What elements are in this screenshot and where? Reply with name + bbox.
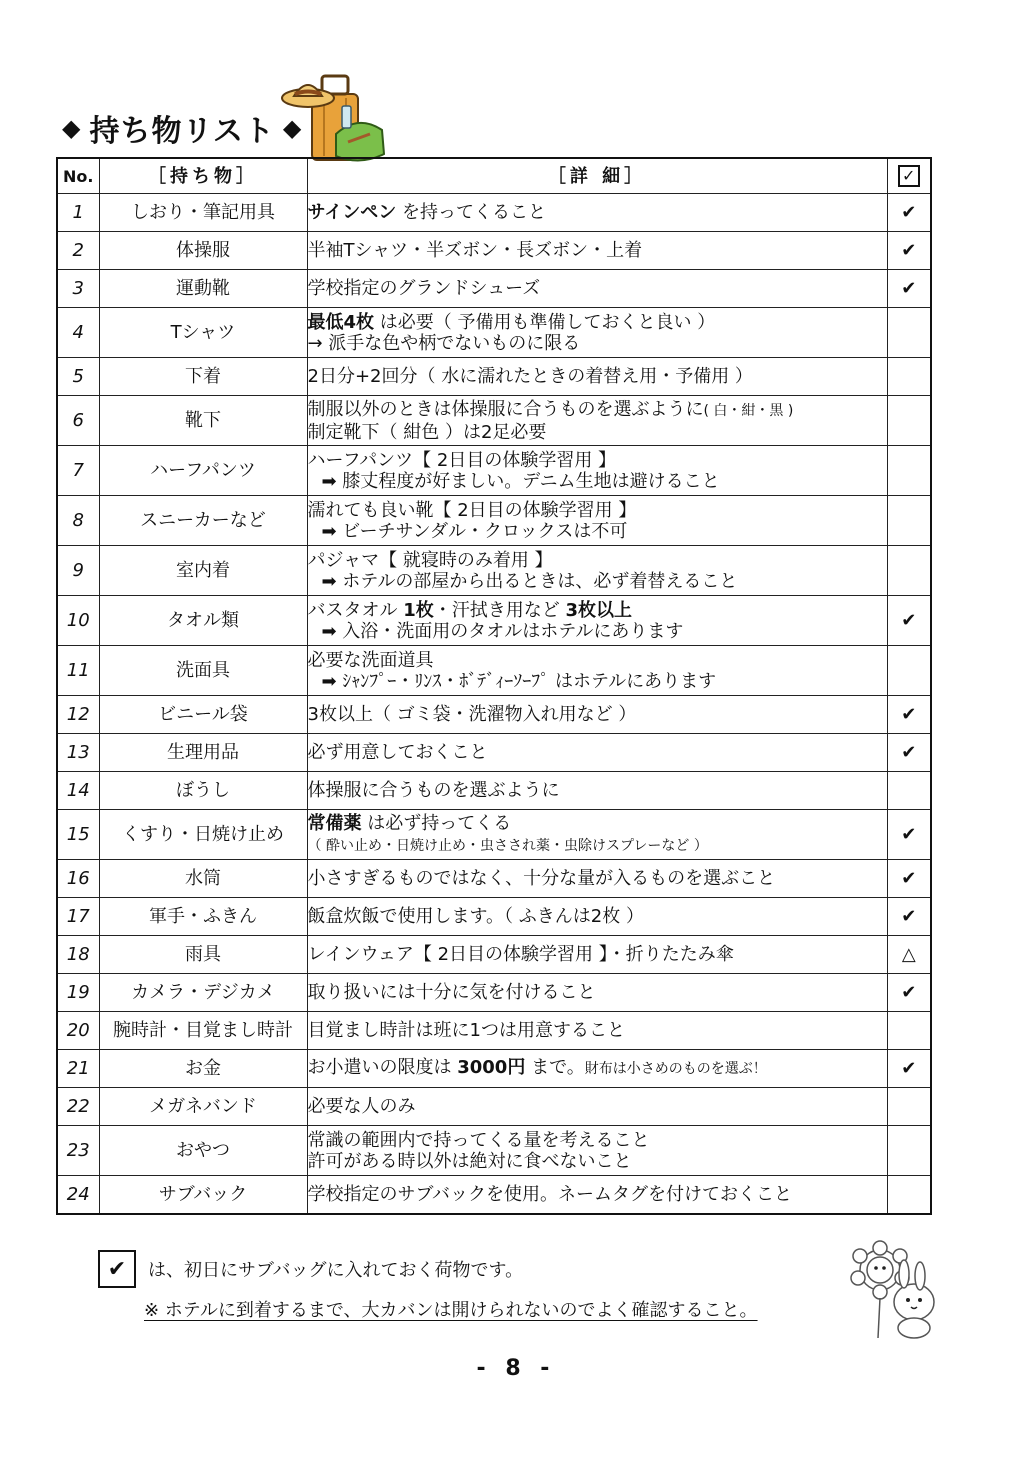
check-mark-icon: ✔ xyxy=(887,194,931,232)
detail-line xyxy=(308,982,887,1003)
check-mark-icon: ✔ xyxy=(887,734,931,772)
detail-text: を持ってくること xyxy=(396,202,546,223)
detail-emphasis: サインペン xyxy=(307,202,397,223)
check-mark-icon xyxy=(887,496,931,546)
header-detail: ［詳 細］ xyxy=(307,158,887,194)
item-detail xyxy=(307,1176,887,1214)
detail-text: バスタオル xyxy=(307,599,404,621)
detail-text: ハーフパンツ【 2日目の体験学習用 】 xyxy=(307,449,617,471)
detail-text: ➡ 入浴・洗面用のタオルはホテルにあります xyxy=(321,620,684,642)
detail-text: 取り扱いには十分に気を付けること xyxy=(307,982,596,1003)
triangle-icon: △ xyxy=(887,936,931,974)
detail-text: 必ず用意しておくこと xyxy=(307,742,488,763)
row-number: 19 xyxy=(57,974,99,1012)
detail-emphasis: 最低4枚 xyxy=(307,311,375,333)
row-number: 16 xyxy=(57,860,99,898)
check-mark-icon xyxy=(887,358,931,396)
check-mark-icon xyxy=(887,1126,931,1176)
check-mark-icon: ✔ xyxy=(887,270,931,308)
item-detail xyxy=(307,734,887,772)
row-number: 3 xyxy=(57,270,99,308)
item-detail xyxy=(307,194,887,232)
detail-text: は必要（ 予備用も準備しておくと良い ） xyxy=(374,311,716,333)
item-detail xyxy=(307,1126,887,1176)
detail-text: まで。 xyxy=(525,1057,585,1078)
belongings-table xyxy=(56,157,932,1215)
item-detail xyxy=(307,1088,887,1126)
item-name: 室内着 xyxy=(99,546,307,596)
table-row xyxy=(57,1176,931,1214)
detail-line xyxy=(308,550,887,571)
item-name: 洗面具 xyxy=(99,646,307,696)
check-mark-icon: ✔ xyxy=(887,696,931,734)
detail-line xyxy=(308,450,887,471)
detail-text: ・汗拭き用など xyxy=(433,599,566,621)
detail-line xyxy=(308,621,887,642)
item-name: メガネバンド xyxy=(99,1088,307,1126)
table-row xyxy=(57,1050,931,1088)
item-detail xyxy=(307,596,887,646)
checkbox-icon: ✓ xyxy=(898,165,920,187)
item-name: ハーフパンツ xyxy=(99,446,307,496)
detail-text: ➡ ビーチサンダル・クロックスは不可 xyxy=(321,520,628,542)
item-name: 腕時計・目覚まし時計 xyxy=(99,1012,307,1050)
detail-line xyxy=(308,366,887,387)
item-detail xyxy=(307,396,887,446)
item-detail xyxy=(307,270,887,308)
detail-text: 小さすぎるものではなく、十分な量が入るものを選ぶこと xyxy=(307,868,776,889)
row-number: 24 xyxy=(57,1176,99,1214)
table-row xyxy=(57,974,931,1012)
item-detail xyxy=(307,974,887,1012)
table-row xyxy=(57,496,931,546)
detail-text: 必要な人のみ xyxy=(307,1096,416,1117)
detail-text: パジャマ【 就寝時のみ着用 】 xyxy=(307,549,553,571)
table-row xyxy=(57,596,931,646)
row-number: 7 xyxy=(57,446,99,496)
detail-text: 2日分+2回分（ 水に濡れたときの着替え用・予備用 ） xyxy=(307,366,753,387)
detail-text: （ 酔い止め・日焼け止め・虫さされ薬・虫除けスプレーなど ） xyxy=(307,837,708,854)
luggage-illustration xyxy=(278,68,390,168)
detail-text: 3枚以上（ ゴミ袋・洗濯物入れ用など ） xyxy=(307,704,637,725)
detail-line xyxy=(308,1184,887,1205)
detail-line xyxy=(308,834,887,857)
check-mark-icon xyxy=(887,446,931,496)
detail-line xyxy=(308,671,887,692)
check-mark-icon xyxy=(887,646,931,696)
item-name: 体操服 xyxy=(99,232,307,270)
table-row xyxy=(57,936,931,974)
item-name: 軍手・ふきん xyxy=(99,898,307,936)
item-name: 靴下 xyxy=(99,396,307,446)
detail-line xyxy=(308,333,887,354)
detail-text: ➡ ホテルの部屋から出るときは、必ず着替えること xyxy=(321,570,738,592)
item-name: 運動靴 xyxy=(99,270,307,308)
item-name: カメラ・デジカメ xyxy=(99,974,307,1012)
item-detail xyxy=(307,308,887,358)
detail-line xyxy=(308,521,887,542)
row-number: 21 xyxy=(57,1050,99,1088)
item-name: 水筒 xyxy=(99,860,307,898)
item-detail xyxy=(307,646,887,696)
table-row xyxy=(57,270,931,308)
header-no: No. xyxy=(57,158,99,194)
detail-text: 常識の範囲内で持ってくる量を考えること xyxy=(307,1129,650,1151)
item-detail xyxy=(307,1050,887,1088)
detail-line xyxy=(308,600,887,621)
note-text: は、初日にサブバッグに入れておく荷物です。 xyxy=(148,1260,524,1281)
check-mark-icon xyxy=(887,1012,931,1050)
item-name: くすり・日焼け止め xyxy=(99,810,307,860)
detail-line xyxy=(308,704,887,725)
table-row xyxy=(57,194,931,232)
table-row xyxy=(57,1126,931,1176)
detail-text: レインウェア【 2日目の体験学習用 】・折りたたみ傘 xyxy=(307,944,734,965)
check-mark-icon: ✔ xyxy=(887,232,931,270)
check-mark-icon xyxy=(887,396,931,446)
check-mark-icon xyxy=(887,1088,931,1126)
detail-line xyxy=(308,399,887,422)
item-name: スニーカーなど xyxy=(99,496,307,546)
detail-line xyxy=(308,422,887,443)
detail-line xyxy=(308,1151,887,1172)
item-detail xyxy=(307,446,887,496)
detail-emphasis: 3000円 xyxy=(457,1057,526,1078)
table-row xyxy=(57,898,931,936)
table-row xyxy=(57,546,931,596)
table-header-row xyxy=(57,158,931,194)
detail-emphasis: 常備薬 xyxy=(307,812,362,834)
detail-line xyxy=(308,650,887,671)
detail-line xyxy=(308,944,887,965)
detail-line xyxy=(308,312,887,333)
sunflower-bunny-illustration xyxy=(838,1240,948,1340)
check-mark-icon: ✔ xyxy=(887,1050,931,1088)
table-row xyxy=(57,1012,931,1050)
detail-text: 学校指定のグランドシューズ xyxy=(307,278,541,299)
table-row xyxy=(57,446,931,496)
table-row xyxy=(57,396,931,446)
detail-line xyxy=(308,868,887,889)
check-mark-icon xyxy=(887,1176,931,1214)
row-number: 2 xyxy=(57,232,99,270)
check-mark-icon: ✔ xyxy=(98,1250,136,1288)
detail-line xyxy=(308,813,887,834)
note-row xyxy=(98,1248,523,1290)
detail-text: 必要な洗面道具 xyxy=(307,649,434,671)
table-row xyxy=(57,646,931,696)
item-name: 雨具 xyxy=(99,936,307,974)
item-name: ビニール袋 xyxy=(99,696,307,734)
detail-emphasis: 1枚 xyxy=(403,599,434,621)
item-detail xyxy=(307,232,887,270)
row-number: 18 xyxy=(57,936,99,974)
row-number: 11 xyxy=(57,646,99,696)
table-row xyxy=(57,772,931,810)
detail-text: 濡れても良い靴【 2日目の体験学習用 】 xyxy=(307,499,637,521)
detail-text: 半袖Tシャツ・半ズボン・長ズボン・上着 xyxy=(307,240,643,261)
row-number: 10 xyxy=(57,596,99,646)
detail-line xyxy=(308,500,887,521)
detail-line xyxy=(308,202,887,223)
detail-text: → 派手な色や柄でないものに限る xyxy=(307,332,581,354)
item-name: タオル類 xyxy=(99,596,307,646)
detail-text: 学校指定のサブバックを使用。ネームタグを付けておくこと xyxy=(307,1183,793,1205)
detail-line xyxy=(308,1020,887,1041)
detail-line xyxy=(308,240,887,261)
check-mark-icon: ✔ xyxy=(887,860,931,898)
item-detail xyxy=(307,546,887,596)
item-name: 生理用品 xyxy=(99,734,307,772)
detail-text: は必ず持ってくる xyxy=(361,812,512,834)
check-mark-icon xyxy=(887,546,931,596)
table-row xyxy=(57,810,931,860)
item-detail xyxy=(307,1012,887,1050)
row-number: 22 xyxy=(57,1088,99,1126)
detail-text: 飯盒炊飯で使用します。（ ふきんは2枚 ） xyxy=(307,906,644,927)
item-detail xyxy=(307,772,887,810)
diamond-left-icon: ◆ xyxy=(62,114,82,142)
detail-line xyxy=(308,742,887,763)
detail-line xyxy=(308,906,887,927)
detail-line xyxy=(308,1130,887,1151)
row-number: 15 xyxy=(57,810,99,860)
row-number: 17 xyxy=(57,898,99,936)
detail-emphasis: 3枚以上 xyxy=(565,599,633,621)
page-number: - 8 - xyxy=(476,1356,556,1381)
detail-text: 財布は小さめのものを選ぶ！ xyxy=(584,1061,767,1077)
check-mark-icon: ✔ xyxy=(887,898,931,936)
table-row xyxy=(57,696,931,734)
detail-text: 体操服に合うものを選ぶように xyxy=(307,780,560,801)
item-name: しおり・筆記用具 xyxy=(99,194,307,232)
detail-text: 目覚まし時計は班に1つは用意すること xyxy=(307,1020,625,1041)
detail-line xyxy=(308,1096,887,1117)
row-number: 6 xyxy=(57,396,99,446)
detail-text: 制服以外のときは体操服に合うものを選ぶように xyxy=(307,398,704,420)
row-number: 9 xyxy=(57,546,99,596)
item-detail xyxy=(307,696,887,734)
header-check xyxy=(887,158,931,194)
table-body xyxy=(57,194,931,1214)
item-name: サブバック xyxy=(99,1176,307,1214)
row-number: 14 xyxy=(57,772,99,810)
item-detail xyxy=(307,936,887,974)
item-name: ぼうし xyxy=(99,772,307,810)
detail-text: お小遣いの限度は xyxy=(307,1057,458,1078)
item-name: 下着 xyxy=(99,358,307,396)
table-row xyxy=(57,1088,931,1126)
detail-text: 制定靴下（ 紺色 ）は2足必要 xyxy=(307,421,547,443)
row-number: 13 xyxy=(57,734,99,772)
diamond-right-icon: ◆ xyxy=(282,114,303,142)
check-mark-icon: ✔ xyxy=(887,974,931,1012)
page-title-text: 持ち物リスト xyxy=(89,114,275,149)
row-number: 12 xyxy=(57,696,99,734)
page-title xyxy=(62,104,302,152)
table-row xyxy=(57,358,931,396)
table-row xyxy=(57,734,931,772)
row-number: 23 xyxy=(57,1126,99,1176)
table-row xyxy=(57,232,931,270)
detail-text: 許可がある時以外は絶対に食べないこと xyxy=(307,1150,632,1172)
item-detail xyxy=(307,860,887,898)
row-number: 4 xyxy=(57,308,99,358)
detail-text: ➡ 膝丈程度が好ましい。デニム生地は避けること xyxy=(321,470,720,492)
row-number: 20 xyxy=(57,1012,99,1050)
item-detail xyxy=(307,810,887,860)
check-mark-icon: ✔ xyxy=(887,596,931,646)
detail-line xyxy=(308,278,887,299)
item-name: Tシャツ xyxy=(99,308,307,358)
check-mark-icon xyxy=(887,772,931,810)
warning-note: ※ ホテルに到着するまで、大カバンは開けられないのでよく確認すること。 xyxy=(144,1300,758,1321)
detail-line xyxy=(308,780,887,801)
detail-line xyxy=(308,471,887,492)
detail-line xyxy=(308,571,887,592)
row-number: 5 xyxy=(57,358,99,396)
item-detail xyxy=(307,496,887,546)
table-row xyxy=(57,308,931,358)
row-number: 8 xyxy=(57,496,99,546)
item-detail xyxy=(307,358,887,396)
detail-line xyxy=(308,1057,887,1080)
detail-text: ( 白・紺・黒 ) xyxy=(703,402,794,419)
check-mark-icon xyxy=(887,308,931,358)
check-mark-icon: ✔ xyxy=(887,810,931,860)
detail-text: ➡ ｼｬﾝﾌﾟｰ・ﾘﾝｽ・ﾎﾞﾃﾞｨｰｿｰﾌﾟ はホテルにあります xyxy=(321,670,717,692)
row-number: 1 xyxy=(57,194,99,232)
header-item: ［持ち物］ xyxy=(99,158,307,194)
table-row xyxy=(57,860,931,898)
item-detail xyxy=(307,898,887,936)
item-name: お金 xyxy=(99,1050,307,1088)
item-name: おやつ xyxy=(99,1126,307,1176)
